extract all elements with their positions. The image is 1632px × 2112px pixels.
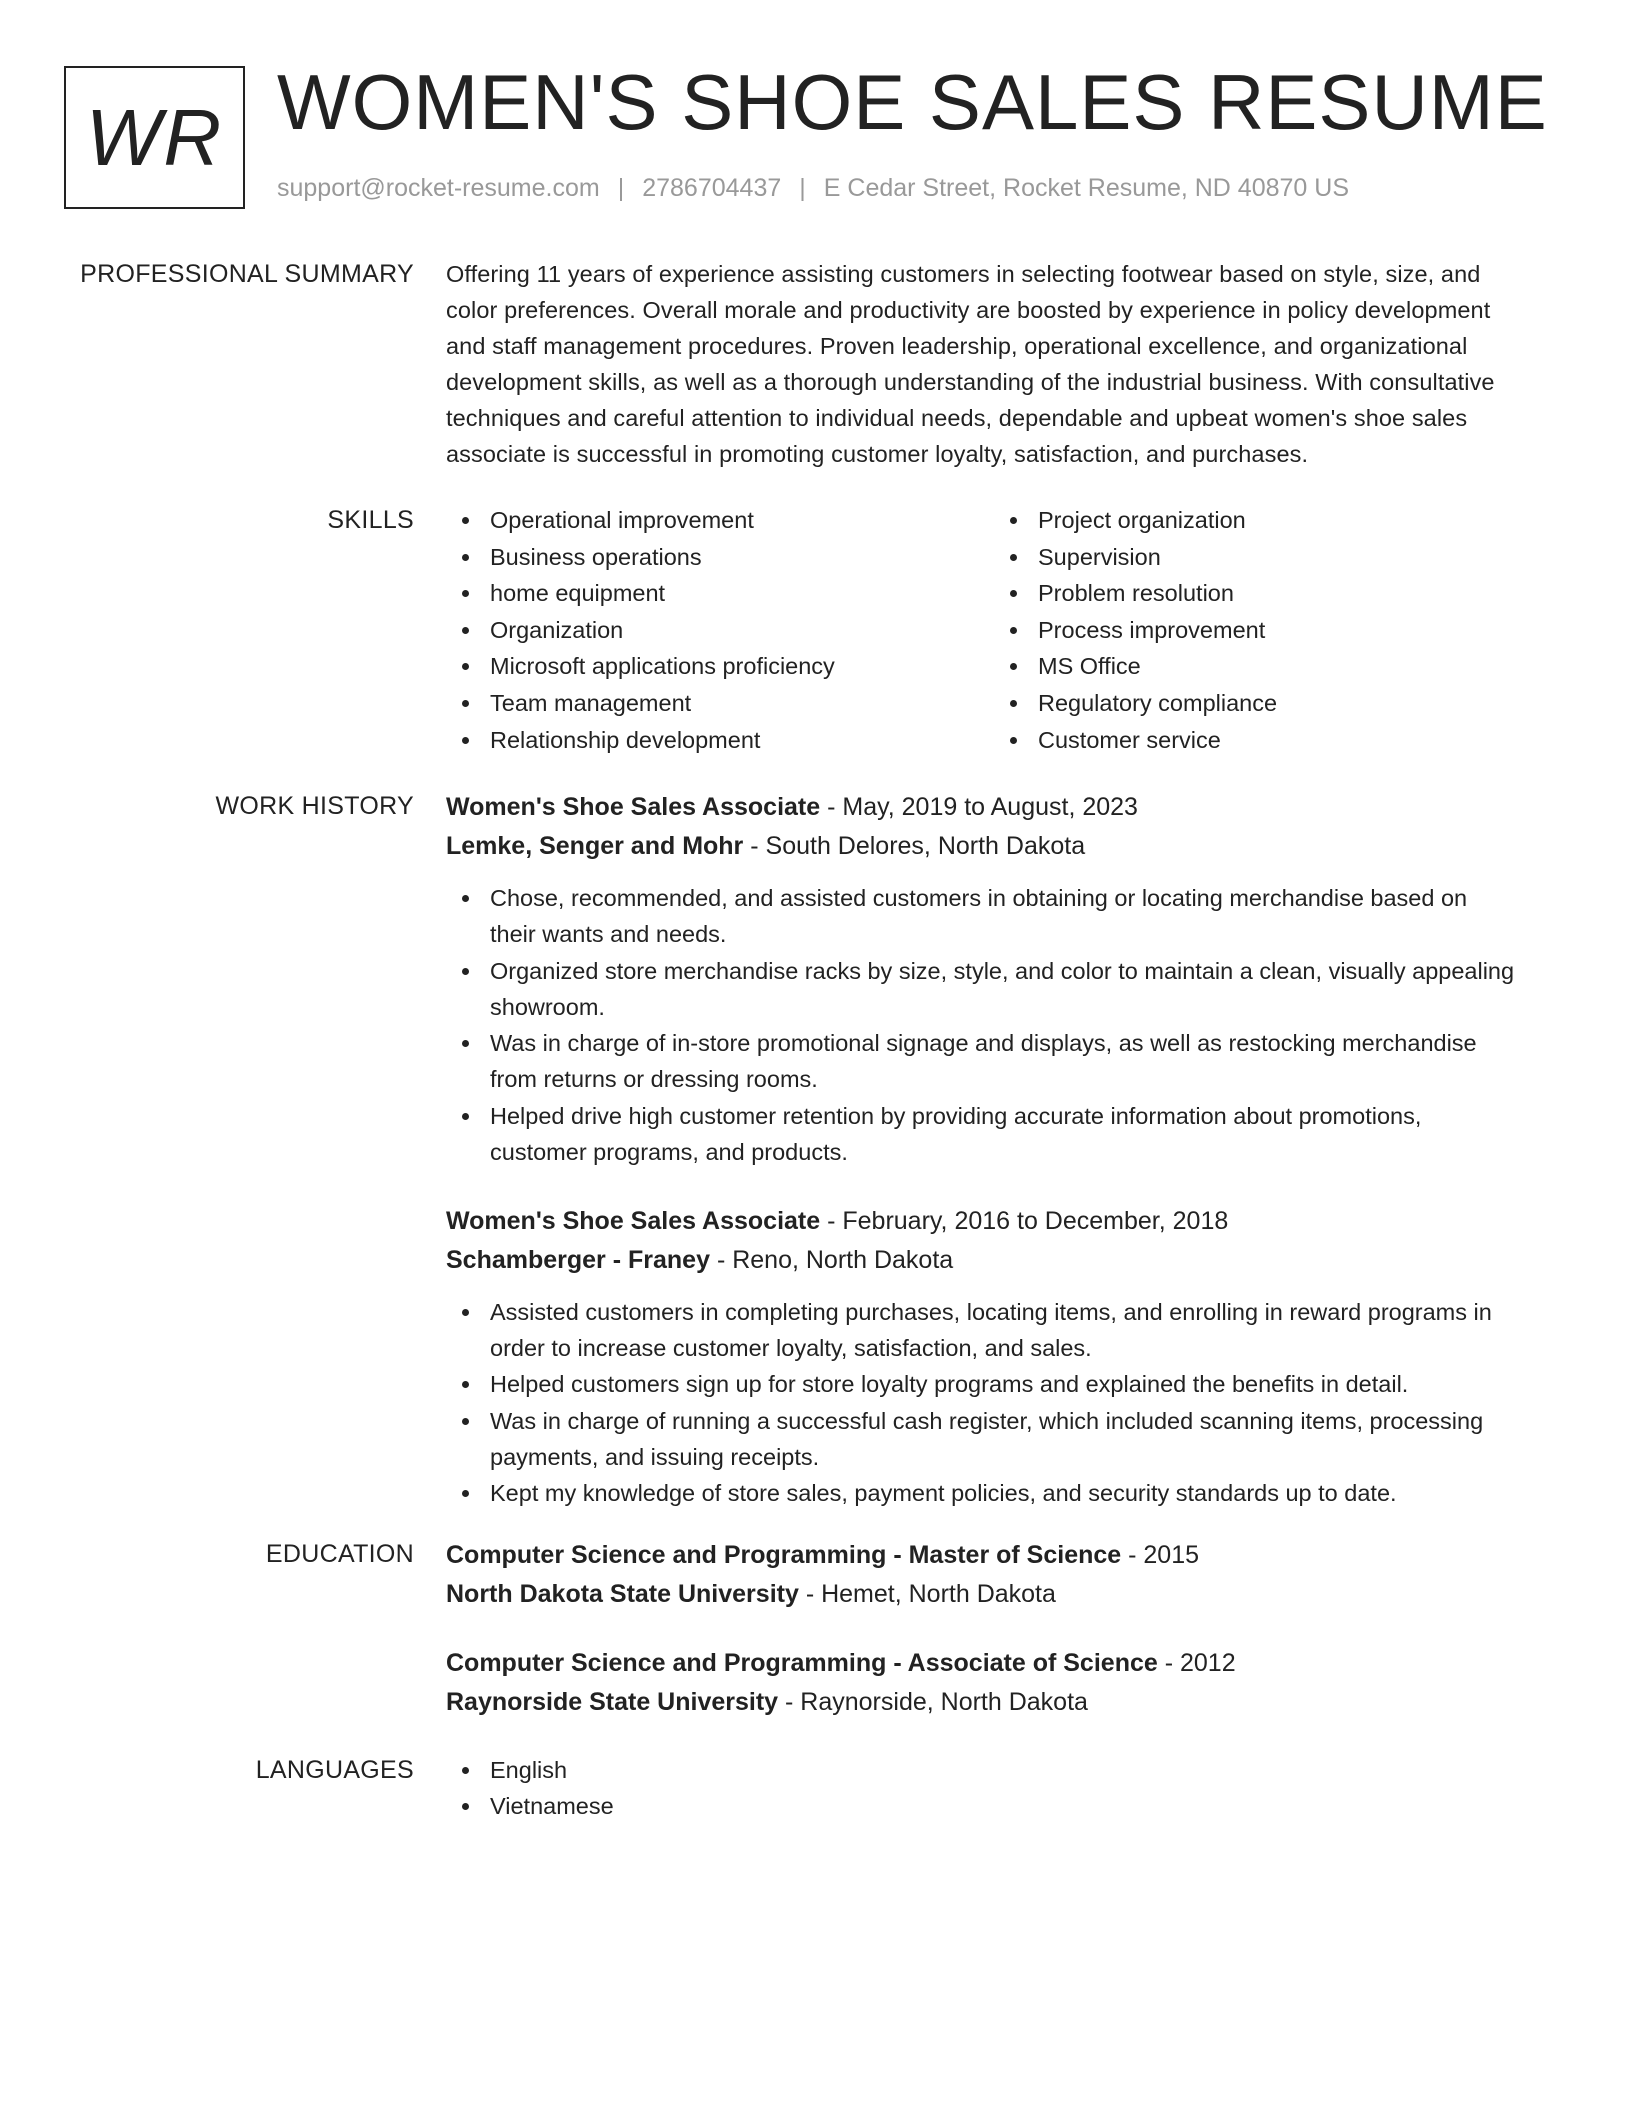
education-school-line	[446, 1683, 1566, 1722]
education-degree: Computer Science and Programming - Associate of Science	[446, 1649, 1158, 1677]
job-duty: Organized store merchandise racks by size, style, and color to maintain a clean, visually appealing showroom.	[446, 953, 1566, 1025]
job-duty: Assisted customers in completing purchases, locating items, and enrolling in reward programs in order to increase customer loyalty, satisfaction, and sales.	[446, 1294, 1566, 1366]
job-duties	[446, 880, 1566, 1170]
education-degree-line	[446, 1536, 1566, 1575]
skills-column-right	[994, 502, 1542, 758]
section-heading-languages: LANGUAGES	[255, 1756, 414, 1784]
skill-item: Business operations	[446, 539, 994, 575]
summary-line: associate is successful in promoting customer loyalty, satisfaction, and purchases.	[446, 441, 1309, 467]
skill-item: Project organization	[994, 502, 1542, 538]
contact-separator: |	[799, 174, 806, 202]
contact-phone: 2786704437	[642, 174, 782, 202]
resume-title: WOMEN'S SHOE SALES RESUME	[277, 58, 1548, 146]
education-school: North Dakota State University	[446, 1580, 799, 1608]
language-item: Vietnamese	[446, 1788, 1566, 1824]
job-entry	[446, 1202, 1566, 1512]
education-year: - 2015	[1121, 1541, 1200, 1569]
monogram-initials: WR	[85, 92, 224, 182]
section-heading-education: EDUCATION	[265, 1540, 414, 1568]
skill-item: Organization	[446, 612, 994, 648]
section-heading-work-history: WORK HISTORY	[215, 792, 414, 820]
job-location: - South Delores, North Dakota	[743, 832, 1086, 860]
skill-item: Microsoft applications proficiency	[446, 648, 994, 684]
section-heading-summary: PROFESSIONAL SUMMARY	[80, 260, 414, 288]
job-duties	[446, 1294, 1566, 1512]
job-duty: Kept my knowledge of store sales, payment policies, and security standards up to date.	[446, 1475, 1566, 1511]
job-dates: - May, 2019 to August, 2023	[820, 793, 1138, 821]
job-duty: Was in charge of in-store promotional signage and displays, as well as restocking merchandise from returns or dressing rooms.	[446, 1025, 1566, 1097]
skill-item: Supervision	[994, 539, 1542, 575]
summary-line: color preferences. Overall morale and productivity are boosted by experience in policy development	[446, 297, 1491, 323]
education-degree-line	[446, 1644, 1566, 1683]
languages-list	[446, 1752, 1566, 1824]
skill-item: Customer service	[994, 722, 1542, 758]
job-duty: Helped drive high customer retention by providing accurate information about promotions, customer programs, and products.	[446, 1098, 1566, 1170]
education-location: - Raynorside, North Dakota	[778, 1688, 1088, 1716]
monogram-box	[64, 66, 245, 209]
job-company: Schamberger - Franey	[446, 1245, 710, 1274]
job-dates: - February, 2016 to December, 2018	[820, 1206, 1229, 1235]
contact-email: support@rocket-resume.com	[277, 174, 600, 202]
skill-item: Relationship development	[446, 722, 994, 758]
job-title-line	[446, 788, 1566, 827]
summary-line: development skills, as well as a thorough understanding of the industrial business. With consultative	[446, 369, 1495, 395]
skill-item: MS Office	[994, 648, 1542, 684]
contact-line	[277, 174, 1349, 203]
skills-column-left	[446, 502, 994, 758]
skill-item: home equipment	[446, 575, 994, 611]
summary-line: techniques and careful attention to individual needs, dependable and upbeat women's shoe sales	[446, 405, 1468, 431]
skill-item: Problem resolution	[994, 575, 1542, 611]
education-location: - Hemet, North Dakota	[798, 1580, 1056, 1608]
work-history-list	[446, 788, 1566, 1512]
job-duty: Was in charge of running a successful cash register, which included scanning items, processing payments, and issuing receipts.	[446, 1403, 1566, 1475]
skills-list	[446, 502, 1566, 758]
skill-item: Team management	[446, 685, 994, 721]
education-entry	[446, 1644, 1566, 1722]
summary-text	[446, 256, 1566, 472]
job-title: Women's Shoe Sales Associate	[446, 793, 821, 821]
contact-address: E Cedar Street, Rocket Resume, ND 40870 US	[823, 174, 1349, 202]
education-degree: Computer Science and Programming - Master of Science	[446, 1541, 1122, 1569]
contact-separator: |	[617, 174, 625, 202]
job-title-line	[446, 1202, 1566, 1241]
summary-line: Offering 11 years of experience assisting customers in selecting footwear based on style, size, and	[446, 261, 1481, 287]
job-company: Lemke, Senger and Mohr	[446, 832, 744, 860]
job-duty: Helped customers sign up for store loyalty programs and explained the benefits in detail.	[446, 1366, 1566, 1402]
skill-item: Process improvement	[994, 612, 1542, 648]
job-duty: Chose, recommended, and assisted customers in obtaining or locating merchandise based on their wants and needs.	[446, 880, 1566, 952]
education-school: Raynorside State University	[446, 1688, 779, 1716]
education-school-line	[446, 1575, 1566, 1614]
language-item: English	[446, 1752, 1566, 1788]
education-entry	[446, 1536, 1566, 1614]
job-entry	[446, 788, 1566, 1170]
skill-item: Regulatory compliance	[994, 685, 1542, 721]
section-heading-skills: SKILLS	[327, 506, 414, 534]
job-location: - Reno, North Dakota	[710, 1245, 954, 1274]
education-year: - 2012	[1157, 1649, 1236, 1677]
job-company-line	[446, 1241, 1566, 1280]
skill-item: Operational improvement	[446, 502, 994, 538]
job-company-line	[446, 827, 1566, 866]
summary-line: and staff management procedures. Proven leadership, operational excellence, and organizational	[446, 333, 1468, 359]
job-title: Women's Shoe Sales Associate	[446, 1206, 821, 1235]
education-list	[446, 1536, 1566, 1722]
